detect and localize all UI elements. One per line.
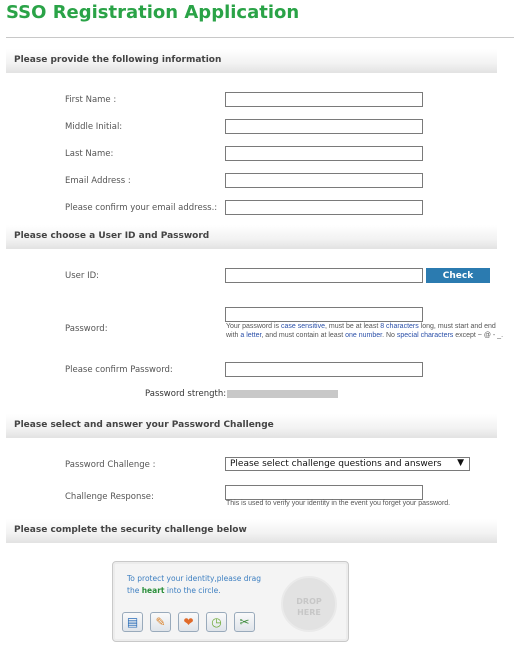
- confirm-password-label: Please confirm Password:: [65, 365, 173, 375]
- last-name-input[interactable]: [225, 146, 423, 161]
- heart-icon[interactable]: ❤: [178, 612, 199, 632]
- email-label: Email Address :: [65, 176, 131, 186]
- dropdown-arrow-icon: ▼: [457, 458, 464, 468]
- password-challenge-label: Password Challenge :: [65, 460, 156, 470]
- section-header-info: Please provide the following information: [6, 49, 497, 73]
- section-header-challenge: Please select and answer your Password Challenge: [6, 414, 497, 438]
- confirm-email-input[interactable]: [225, 200, 423, 215]
- book-icon[interactable]: ▤: [122, 612, 143, 632]
- password-challenge-select[interactable]: [225, 457, 470, 471]
- section-header-security: Please complete the security challenge below: [6, 519, 497, 543]
- confirm-password-input[interactable]: [225, 362, 423, 377]
- password-challenge-selected: Please select challenge questions and answers: [230, 459, 442, 469]
- user-id-label: User ID:: [65, 271, 99, 281]
- email-input[interactable]: [225, 173, 423, 188]
- first-name-label: First Name :: [65, 95, 117, 105]
- middle-initial-label: Middle Initial:: [65, 122, 123, 132]
- captcha-instructions: To protect your identity,please drag the heart into the circle.: [127, 574, 261, 595]
- password-input[interactable]: [225, 307, 423, 322]
- middle-initial-input[interactable]: [225, 119, 423, 134]
- user-id-input[interactable]: [225, 268, 423, 283]
- challenge-response-label: Challenge Response:: [65, 492, 154, 502]
- confirm-email-label: Please confirm your email address.:: [65, 203, 218, 213]
- password-strength-label: Password strength:: [145, 389, 227, 399]
- title-divider: [6, 37, 514, 38]
- captcha-drop-circle[interactable]: DROP HERE: [281, 576, 337, 632]
- password-requirements-hint: Your password is case sensitive, must be at least 8 characters long, must start and end with a letter, and must contain at least one number. No special characters except ~ @ - _.: [226, 323, 504, 339]
- password-label: Password:: [65, 324, 108, 334]
- page-title: SSO Registration Application: [6, 2, 300, 23]
- section-header-userid: Please choose a User ID and Password: [6, 225, 497, 249]
- check-button[interactable]: Check: [426, 268, 490, 283]
- first-name-input[interactable]: [225, 92, 423, 107]
- pencil-icon[interactable]: ✎: [150, 612, 171, 632]
- challenge-response-input[interactable]: [225, 485, 423, 500]
- scissors-icon[interactable]: ✂: [234, 612, 255, 632]
- last-name-label: Last Name:: [65, 149, 114, 159]
- clock-icon[interactable]: ◷: [206, 612, 227, 632]
- password-strength-meter: [227, 390, 338, 398]
- challenge-response-hint: This is used to verify your identity in the event you forget your password.: [226, 500, 451, 507]
- drag-captcha: [112, 561, 349, 642]
